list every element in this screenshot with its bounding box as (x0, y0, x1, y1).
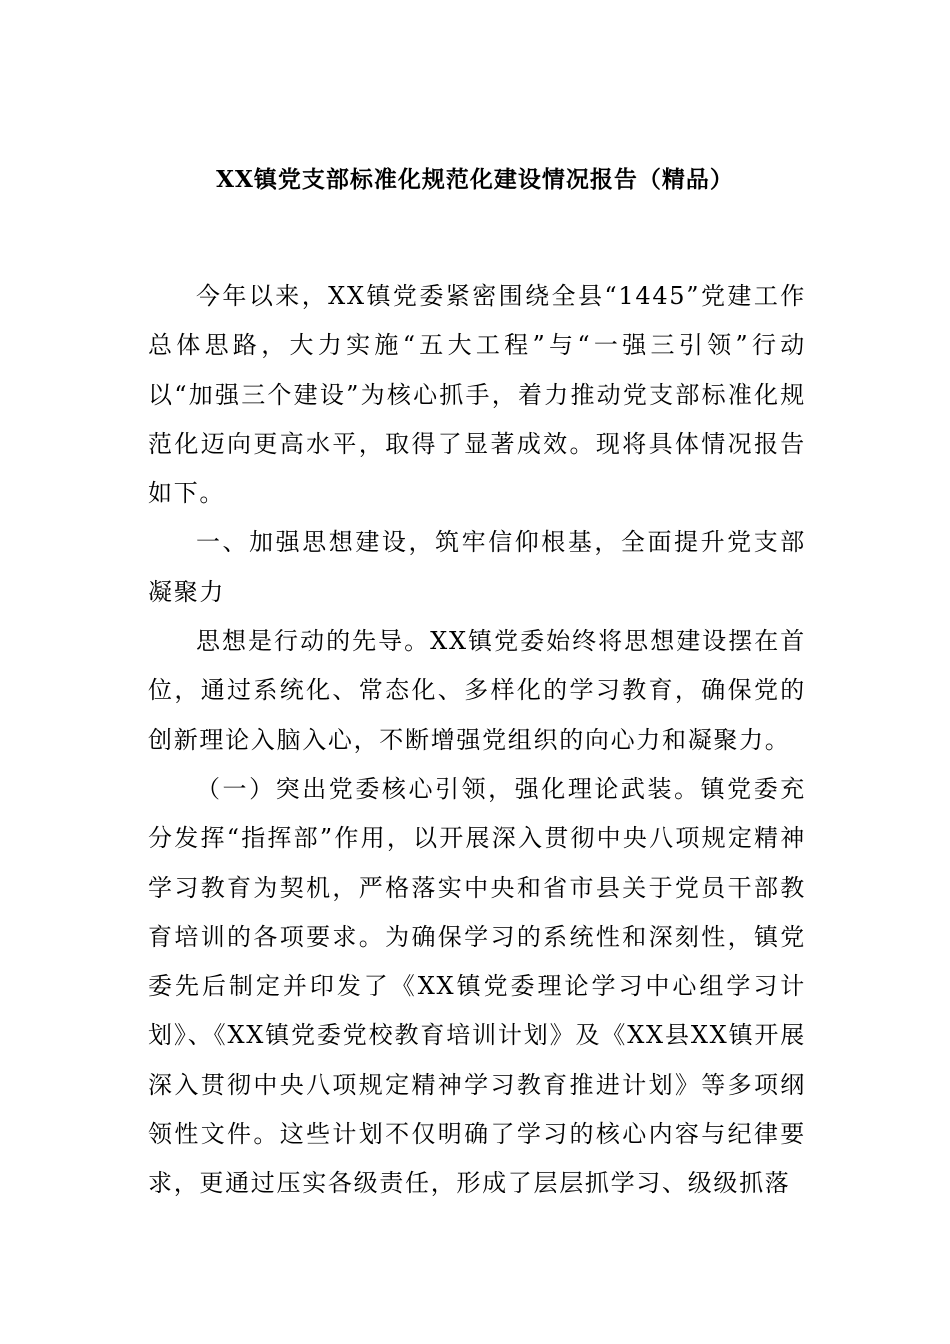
section-1-paragraph: 思想是行动的先导。XX镇党委始终将思想建设摆在首位，通过系统化、常态化、多样化的学习教育，确保党的创新理论入脑入心，不断增强党组织的向心力和凝聚力。 (148, 627, 806, 754)
document-body (148, 272, 806, 1209)
subsection-1-paragraph: （一）突出党委核心引领，强化理论武装。镇党委充分发挥“指挥部”作用，以开展深入贯彻中央八项规定精神学习教育为契机，严格落实中央和省市县关于党员干部教育培训的各项要求。为确保学习的系统性和深刻性，镇党委先后制定并印发了《XX镇党委理论学习中心组学习计划》、《XX镇党委党校教育培训计划》及《XX县XX镇开展深入贯彻中央八项规定精神学习教育推进计划》等多项纲领性文件。这些计划不仅明确了学习的核心内容与纪律要求，更通过压实各级责任，形成了层层抓学习、级级抓落 (148, 774, 806, 1198)
section-heading-1: 一、加强思想建设，筑牢信仰根基，全面提升党支部凝聚力 (148, 528, 806, 606)
intro-paragraph: 今年以来，XX镇党委紧密围绕全县“1445”党建工作总体思路，大力实施“五大工程”与“一强三引领”行动以“加强三个建设”为核心抓手，着力推动党支部标准化规范化迈向更高水平，取得了显著成效。现将具体情况报告如下。 (148, 282, 806, 508)
document-title: XX镇党支部标准化规范化建设情况报告（精品） (216, 166, 734, 193)
